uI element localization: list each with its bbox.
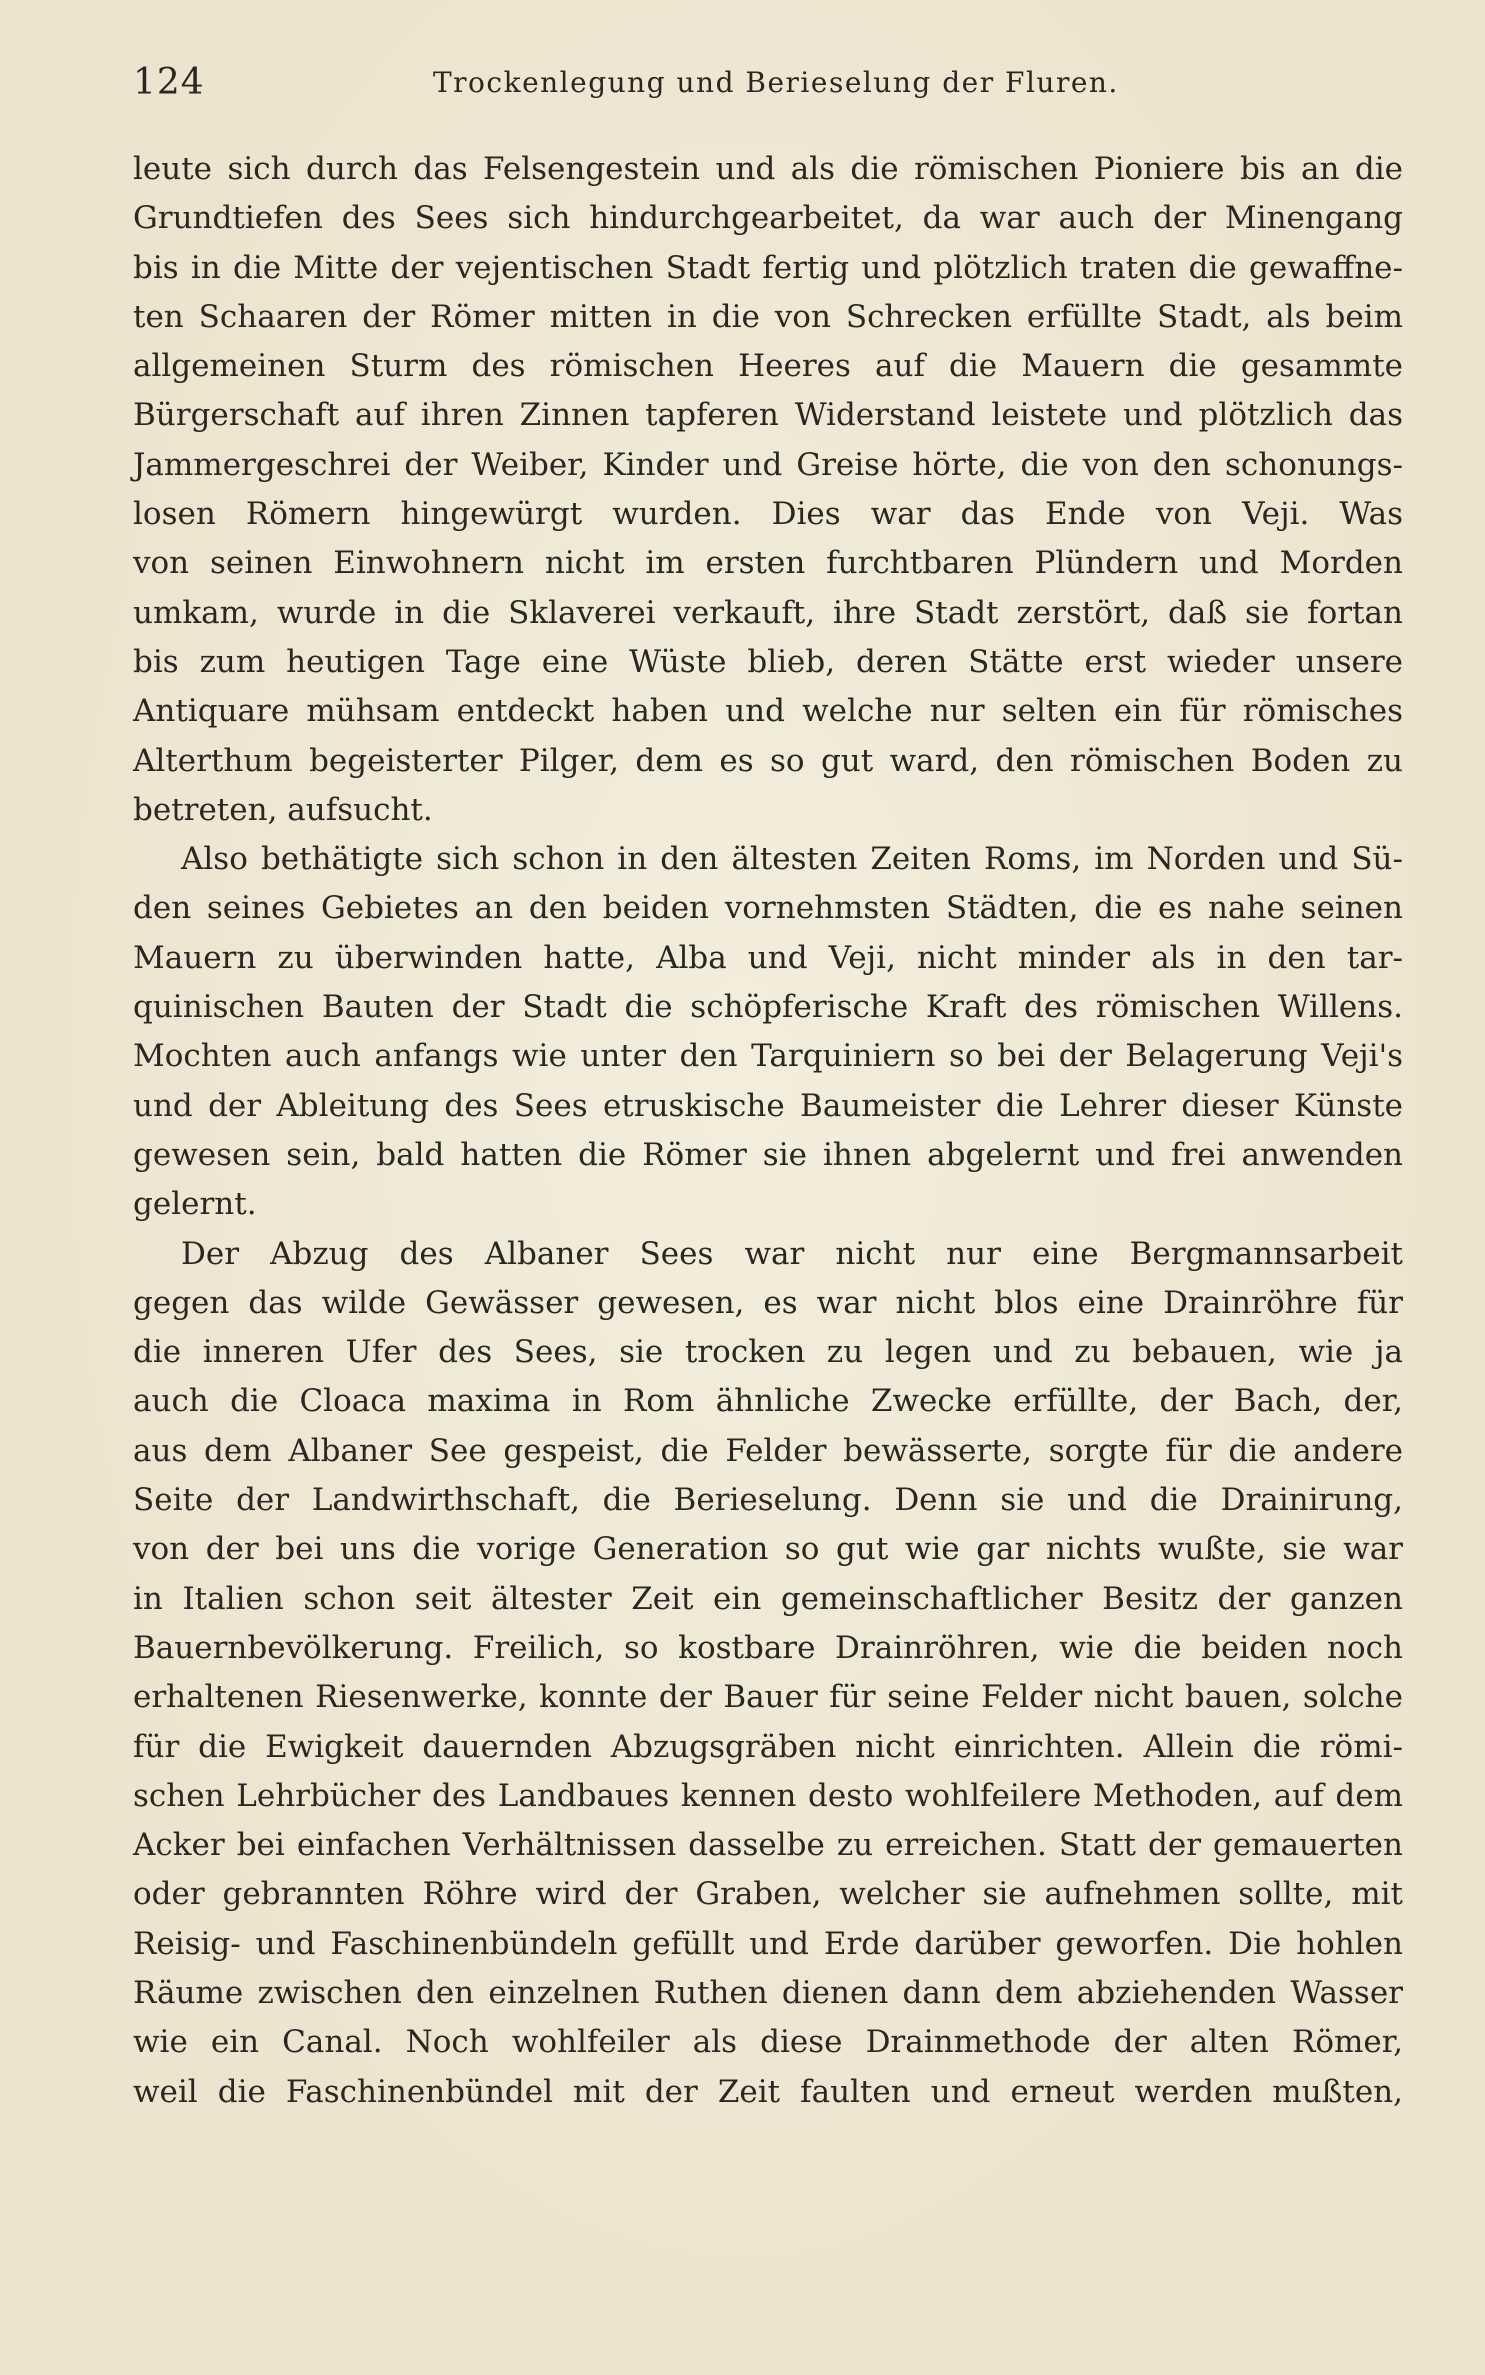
- text-line: Mauern zu überwinden hatte, Alba und Veji, nicht minder als in den tar-: [133, 939, 1403, 976]
- text-line: bis in die Mitte der vejentischen Stadt fertig und plötzlich traten die gewaffne-: [133, 249, 1403, 286]
- text-line: Bauernbevölkerung. Freilich, so kostbare Drainröhren, wie die beiden noch: [133, 1629, 1403, 1666]
- text-line: weil die Faschinenbündel mit der Zeit faulten und erneut werden mußten,: [133, 2073, 1403, 2110]
- text-line: Mochten auch anfangs wie unter den Tarquiniern so bei der Belagerung Veji's: [133, 1038, 1403, 1075]
- text-line: wie ein Canal. Noch wohlfeiler als diese Drainmethode der alten Römer,: [133, 2024, 1403, 2061]
- text-line: für die Ewigkeit dauernden Abzugsgräben nicht einrichten. Allein die römi-: [133, 1728, 1403, 1765]
- text-line: losen Römern hingewürgt wurden. Dies war das Ende von Veji. Was: [133, 496, 1403, 533]
- body-text: [133, 145, 1403, 2117]
- text-line: gewesen sein, bald hatten die Römer sie ihnen abgelernt und frei anwenden: [133, 1136, 1403, 1173]
- text-line: betreten, aufsucht.: [133, 791, 433, 828]
- text-line: Acker bei einfachen Verhältnissen dasselbe zu erreichen. Statt der gemauerten: [133, 1827, 1403, 1864]
- text-line: Der Abzug des Albaner Sees war nicht nur eine Bergmannsarbeit: [181, 1235, 1403, 1272]
- text-line: Grundtiefen des Sees sich hindurchgearbeitet, da war auch der Minengang: [133, 200, 1403, 237]
- text-line: Alterthum begeisterter Pilger, dem es so gut ward, den römischen Boden zu: [133, 742, 1403, 779]
- text-line: Seite der Landwirthschaft, die Berieselung. Denn sie und die Drainirung,: [133, 1482, 1403, 1519]
- text-line: gelernt.: [133, 1186, 257, 1223]
- page-number: 124: [133, 62, 205, 103]
- text-line: von seinen Einwohnern nicht im ersten furchtbaren Plündern und Morden: [133, 545, 1403, 582]
- text-line: die inneren Ufer des Sees, sie trocken zu legen und zu bebauen, wie ja: [133, 1334, 1403, 1371]
- text-line: quinischen Bauten der Stadt die schöpferische Kraft des römischen Willens.: [133, 989, 1403, 1026]
- text-line: umkam, wurde in die Sklaverei verkauft, ihre Stadt zerstört, daß sie fortan: [133, 594, 1403, 631]
- text-line: erhaltenen Riesenwerke, konnte der Bauer für seine Felder nicht bauen, solche: [133, 1679, 1403, 1716]
- text-line: schen Lehrbücher des Landbaues kennen desto wohlfeilere Methoden, auf dem: [133, 1777, 1403, 1814]
- text-line: ten Schaaren der Römer mitten in die von Schrecken erfüllte Stadt, als beim: [133, 298, 1403, 335]
- running-title: Trockenlegung und Berieselung der Fluren.: [433, 66, 1119, 99]
- text-line: und der Ableitung des Sees etruskische Baumeister die Lehrer dieser Künste: [133, 1087, 1403, 1124]
- text-line: auch die Cloaca maxima in Rom ähnliche Zwecke erfüllte, der Bach, der,: [133, 1383, 1403, 1420]
- text-line: leute sich durch das Felsengestein und als die römischen Pioniere bis an die: [133, 151, 1403, 187]
- text-line: Antiquare mühsam entdeckt haben und welche nur selten ein für römisches: [133, 693, 1403, 730]
- text-line: Jammergeschrei der Weiber, Kinder und Greise hörte, die von den schonungs-: [133, 446, 1403, 483]
- text-line: bis zum heutigen Tage eine Wüste blieb, deren Stätte erst wieder unsere: [133, 643, 1403, 680]
- text-line: allgemeinen Sturm des römischen Heeres auf die Mauern die gesammte: [133, 348, 1403, 385]
- text-line: aus dem Albaner See gespeist, die Felder bewässerte, sorgte für die andere: [133, 1432, 1403, 1469]
- text-line: Räume zwischen den einzelnen Ruthen dienen dann dem abziehenden Wasser: [133, 1974, 1403, 2011]
- text-line: von der bei uns die vorige Generation so gut wie gar nichts wußte, sie war: [133, 1531, 1403, 1568]
- text-line: Also bethätigte sich schon in den ältesten Zeiten Roms, im Norden und Sü-: [181, 841, 1403, 878]
- text-line: gegen das wilde Gewässer gewesen, es war nicht blos eine Drainröhre für: [133, 1284, 1403, 1321]
- text-line: den seines Gebietes an den beiden vornehmsten Städten, die es nahe seinen: [133, 890, 1403, 927]
- text-line: Reisig- und Faschinenbündeln gefüllt und Erde darüber geworfen. Die hohlen: [133, 1925, 1403, 1962]
- running-head: [133, 62, 1403, 112]
- text-line: oder gebrannten Röhre wird der Graben, welcher sie aufnehmen sollte, mit: [133, 1876, 1403, 1913]
- text-line: Bürgerschaft auf ihren Zinnen tapferen Widerstand leistete und plötzlich das: [133, 397, 1403, 434]
- text-line: in Italien schon seit ältester Zeit ein gemeinschaftlicher Besitz der ganzen: [133, 1580, 1403, 1617]
